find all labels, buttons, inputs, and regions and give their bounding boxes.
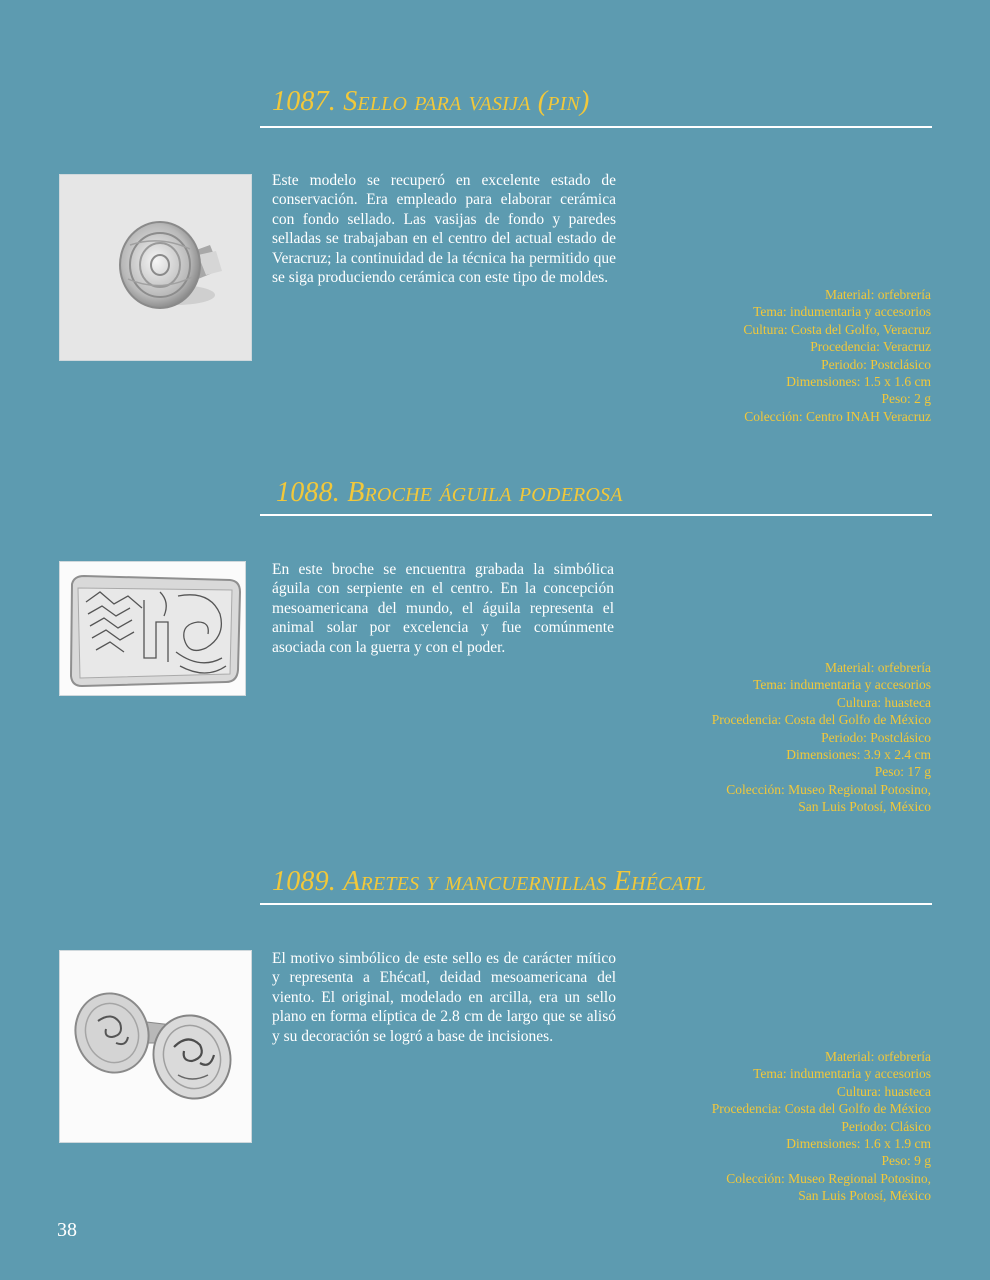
entry-title bbox=[272, 866, 706, 898]
product-photo bbox=[59, 950, 252, 1143]
meta-coleccion-cont: San Luis Potosí, México bbox=[798, 799, 931, 815]
entry-metadata bbox=[631, 286, 931, 425]
meta-dimensiones: Dimensiones: 1.6 x 1.9 cm bbox=[786, 1136, 931, 1152]
title-divider bbox=[260, 903, 932, 905]
meta-procedencia: Procedencia: Costa del Golfo de México bbox=[711, 1101, 931, 1117]
meta-periodo: Periodo: Clásico bbox=[841, 1118, 931, 1134]
meta-periodo: Periodo: Postclásico bbox=[821, 729, 931, 745]
meta-periodo: Periodo: Postclásico bbox=[821, 356, 931, 372]
entry-title bbox=[276, 477, 623, 509]
pin-image bbox=[60, 175, 252, 361]
entry-number: 1087. bbox=[272, 86, 336, 117]
entry-number: 1088. bbox=[276, 477, 340, 508]
product-photo bbox=[59, 561, 246, 696]
entry-description: Este modelo se recuperó en excelente estado de conservación. Era empleado para elaborar cerámica con fondo sellado. Las vasijas de fondo y paredes selladas se trabajaban en el centro del actual estado de Veracruz; la continuidad de la técnica ha permitido que se siga produciendo cerámica con este tipo de moldes. bbox=[272, 172, 616, 287]
meta-coleccion: Colección: Museo Regional Potosino, bbox=[726, 1170, 931, 1186]
meta-material: Material: orfebrería bbox=[824, 1049, 931, 1064]
page-number: 38 bbox=[57, 1219, 77, 1241]
meta-coleccion: Colección: Museo Regional Potosino, bbox=[726, 781, 931, 797]
entry-description: En este broche se encuentra grabada la simbólica águila con serpiente en el centro. En la concepción mesoamericana del mundo, el águila representa el animal solar por excelencia y fue comúnmente asociada con la guerra y con el poder. bbox=[272, 561, 614, 656]
meta-peso: Peso: 2 g bbox=[881, 391, 931, 407]
meta-procedencia: Procedencia: Veracruz bbox=[810, 339, 931, 355]
entry-metadata bbox=[631, 659, 931, 816]
meta-cultura: Cultura: huasteca bbox=[836, 694, 931, 710]
cufflinks-image bbox=[60, 951, 252, 1143]
meta-cultura: Cultura: huasteca bbox=[836, 1083, 931, 1099]
entry-name: Sello para vasija (pin) bbox=[343, 86, 590, 117]
meta-procedencia: Procedencia: Costa del Golfo de México bbox=[711, 712, 931, 728]
meta-dimensiones: Dimensiones: 1.5 x 1.6 cm bbox=[786, 374, 931, 390]
product-photo bbox=[59, 174, 252, 361]
entry-name: Broche águila poderosa bbox=[347, 477, 623, 508]
meta-coleccion-cont: San Luis Potosí, México bbox=[798, 1188, 931, 1204]
entry-title bbox=[272, 86, 590, 118]
meta-dimensiones: Dimensiones: 3.9 x 2.4 cm bbox=[786, 747, 931, 763]
meta-peso: Peso: 9 g bbox=[881, 1153, 931, 1169]
brooch-image bbox=[60, 562, 246, 696]
meta-tema: Tema: indumentaria y accesorios bbox=[753, 304, 931, 320]
entry-name: Aretes y mancuernillas Ehécatl bbox=[343, 866, 706, 897]
meta-material: Material: orfebrería bbox=[824, 287, 931, 302]
meta-tema: Tema: indumentaria y accesorios bbox=[753, 1066, 931, 1082]
title-divider bbox=[260, 126, 932, 128]
entry-description: El motivo simbólico de este sello es de carácter mítico y representa a Ehécatl, deidad mesoamericana del viento. El original, modelado en arcilla, era un sello plano en forma elíptica de 2.8 cm de largo que se alisó y su decoración se logró a base de incisiones. bbox=[272, 950, 616, 1045]
entry-number: 1089. bbox=[272, 866, 336, 897]
meta-coleccion: Colección: Centro INAH Veracruz bbox=[744, 408, 931, 424]
meta-peso: Peso: 17 g bbox=[874, 764, 931, 780]
title-divider bbox=[260, 514, 932, 516]
meta-material: Material: orfebrería bbox=[824, 660, 931, 675]
meta-tema: Tema: indumentaria y accesorios bbox=[753, 677, 931, 693]
meta-cultura: Cultura: Costa del Golfo, Veracruz bbox=[743, 321, 931, 337]
entry-metadata bbox=[631, 1048, 931, 1205]
